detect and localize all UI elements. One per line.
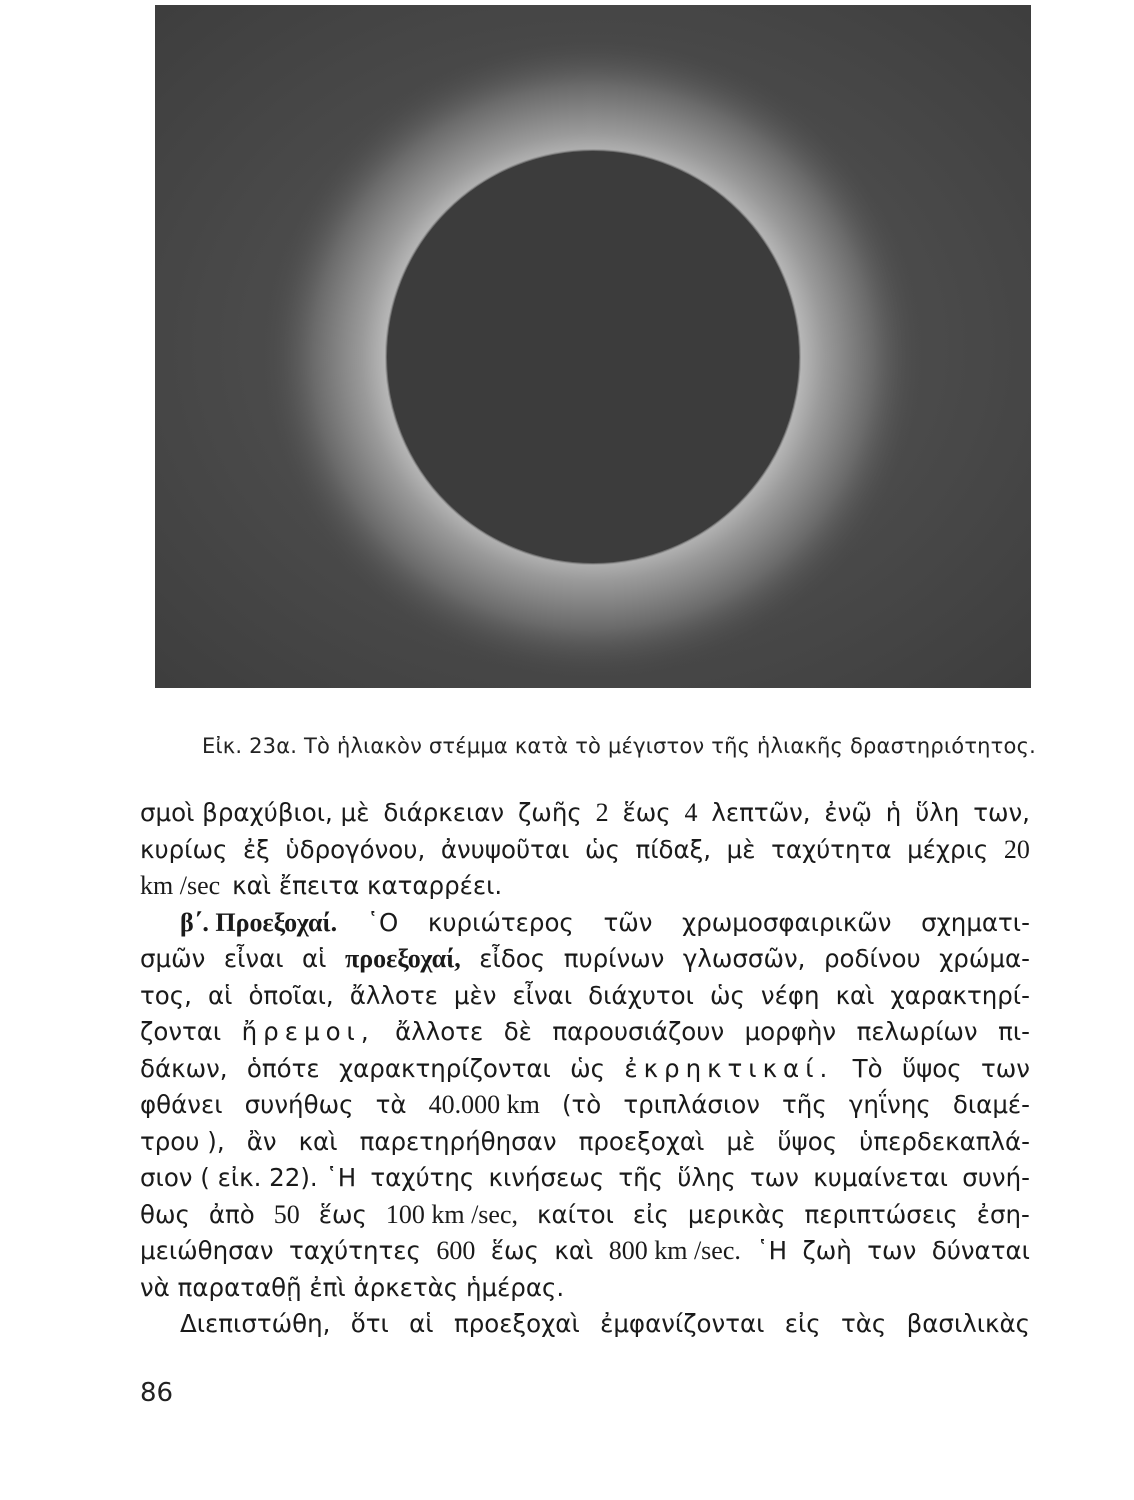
text-line (140, 1124, 1030, 1161)
word: καὶ ἔπειτα καταρρέει. (232, 871, 503, 900)
word: σχηματι- (921, 907, 1030, 937)
bold-term: προεξοχαί, (345, 944, 461, 973)
word: ἡ (885, 798, 902, 827)
word: δύναται (931, 1236, 1030, 1265)
text-line (140, 1087, 1030, 1124)
word: ὅτι (350, 1309, 389, 1338)
word: ἕως (490, 1236, 539, 1265)
word: αἱ (207, 980, 233, 1010)
word: των (981, 1053, 1030, 1083)
word: σιον ( εἰκ. 22). ῾Η (140, 1163, 357, 1192)
word: καὶ (554, 1236, 594, 1265)
word: μὲν (453, 980, 497, 1010)
word: ταχύτης (370, 1163, 475, 1192)
word: κυριώτερος (427, 907, 574, 937)
word: τῆς (782, 1090, 827, 1119)
word: ἐνῷ (824, 798, 872, 827)
word: αἱ (302, 944, 327, 973)
word: χρώμα- (939, 944, 1030, 973)
word: περιπτώσεις (804, 1199, 958, 1229)
word: γηΐνης (848, 1090, 931, 1119)
word: ζωῆς (517, 798, 582, 827)
word: σμῶν (140, 944, 206, 973)
text-line (140, 978, 1030, 1015)
number: 600 (436, 1236, 476, 1265)
word: ὑδρογόνου, (285, 834, 426, 864)
word: μορφὴν (744, 1017, 837, 1046)
word: εἰς (632, 1199, 669, 1229)
word: προεξοχαὶ (578, 1126, 705, 1156)
word: ῾Η (756, 1236, 788, 1265)
word: ὡς (570, 1053, 606, 1083)
word: ταχύτητες (288, 1236, 421, 1265)
word: κυμαίνεται (813, 1163, 948, 1192)
word: ἕως (622, 798, 671, 827)
word: τρου ), (140, 1126, 225, 1156)
word: ὁπότε (246, 1053, 320, 1083)
text-line (140, 832, 1030, 869)
word: ὕψος (777, 1126, 838, 1156)
text-line (140, 795, 1030, 832)
number: 800 km /sec. (608, 1236, 741, 1265)
word: ὕλης (677, 1163, 736, 1192)
word: ἐξ (242, 834, 270, 864)
word: εἶναι (512, 980, 573, 1010)
word: ταχύτητα (771, 834, 892, 864)
word: ἕως (318, 1199, 367, 1229)
text-line (140, 1197, 1030, 1234)
word: τῆς (618, 1163, 663, 1192)
word: τὰς (841, 1309, 887, 1338)
word: προεξοχαὶ (453, 1309, 580, 1338)
text-line (140, 1051, 1030, 1088)
word: μερικὰς (687, 1199, 786, 1229)
word: κινήσεως (488, 1163, 605, 1192)
word: (τὸ (561, 1090, 602, 1119)
word: διαμέ- (952, 1090, 1030, 1119)
word: βασιλικὰς (906, 1309, 1030, 1338)
word: χαρακτηρίζονται (339, 1053, 551, 1083)
word: ἄλλοτε (349, 980, 438, 1010)
word: ἐμφανίζονται (600, 1309, 765, 1338)
text-line (140, 868, 1030, 905)
word: τριπλάσιον (623, 1090, 760, 1119)
page-number: 86 (140, 1378, 174, 1408)
word: κυρίως (140, 834, 228, 864)
word: μὲ (726, 1126, 756, 1156)
word: ὡς (709, 980, 745, 1010)
word: ἐση- (976, 1199, 1030, 1229)
word: ἄλλοτε (395, 1017, 484, 1046)
body-text (140, 795, 1030, 1343)
word: των (867, 1236, 917, 1265)
number: 100 km /sec, (385, 1199, 519, 1229)
word: λεπτῶν, (711, 798, 811, 827)
word: ζονται (140, 1017, 222, 1046)
word: πίδαξ, (635, 834, 712, 864)
word: τῶν (603, 907, 653, 937)
text-line (140, 905, 1030, 942)
spaced-term: ἤρεμοι, (241, 1017, 375, 1046)
text-line (140, 1306, 1030, 1343)
word: μέχρις (907, 834, 989, 864)
word: εἶδος (479, 944, 546, 973)
unit: km /sec (140, 871, 221, 900)
word: θως (140, 1199, 190, 1229)
word: παρετηρήθησαν (359, 1126, 557, 1156)
spaced-term: ἐκρηκτικαί. (624, 1053, 834, 1083)
word: ἂν (246, 1126, 277, 1156)
word: ῾Ο (366, 907, 399, 937)
word: ἀπὸ (208, 1199, 255, 1229)
text-line (140, 1233, 1030, 1270)
word: των (750, 1163, 799, 1192)
word: ζωὴ (802, 1236, 852, 1265)
word: παρουσιάζουν (552, 1017, 725, 1046)
word: συνή- (962, 1163, 1030, 1192)
number: 2 (595, 798, 609, 827)
word: Τὸ (852, 1053, 883, 1083)
word: ἀνυψοῦται (440, 834, 570, 864)
word: τος, (140, 980, 192, 1010)
text-line (140, 1270, 1030, 1307)
word: τὰ (375, 1090, 407, 1119)
number: 20 (1003, 834, 1030, 864)
figure-caption: Εἰκ. 23α. Τὸ ἡλιακὸν στέμμα κατὰ τὸ μέγιστον τῆς ἡλιακῆς δραστηριότητος. (202, 734, 1036, 758)
word: νὰ παραταθῇ ἐπὶ ἀρκετὰς ἡμέρας. (140, 1272, 565, 1302)
word: ὁποῖαι, (248, 980, 334, 1010)
word: πι- (998, 1017, 1030, 1046)
word: διάρκειαν (383, 798, 505, 827)
word: εἰς (784, 1309, 821, 1338)
word: γλωσσῶν, (682, 944, 806, 973)
number: 4 (684, 798, 698, 827)
word: εἶναι (223, 944, 284, 973)
word: πυρίνων (563, 944, 665, 973)
word: χαρακτηρί- (890, 980, 1030, 1010)
word: Διεπιστώθη, (180, 1309, 331, 1338)
word: νέφη (760, 980, 820, 1010)
word: πελωρίων (856, 1017, 978, 1046)
solar-corona-photograph (155, 5, 1031, 688)
word: των, (973, 798, 1030, 827)
word: μὲ (726, 834, 756, 864)
text-line (140, 1014, 1030, 1051)
word: ὕψος (901, 1053, 962, 1083)
eclipse-image (155, 5, 1031, 688)
word: δάκων, (140, 1053, 228, 1083)
word: καίτοι (537, 1199, 614, 1229)
word: σμοὶ βραχύβιοι, μὲ (140, 798, 370, 827)
word: ὡς (584, 834, 620, 864)
word: χρωμοσφαιρικῶν (682, 907, 892, 937)
text-line (140, 941, 1030, 978)
section-heading: β΄. Προεξοχαί. (180, 907, 338, 937)
number: 50 (273, 1199, 300, 1229)
word: διάχυτοι (588, 980, 694, 1010)
word: αἱ (409, 1309, 434, 1338)
number: 40.000 km (428, 1090, 540, 1119)
text-line (140, 1160, 1030, 1197)
word: μειώθησαν (140, 1236, 274, 1265)
word: ὕλη (915, 798, 960, 827)
word: ροδίνου (823, 944, 921, 973)
word: φθάνει (140, 1090, 223, 1119)
word: συνήθως (244, 1090, 354, 1119)
word: δὲ (503, 1017, 532, 1046)
word: καὶ (835, 980, 875, 1010)
word: ὑπερδεκαπλά- (859, 1126, 1030, 1156)
word: καὶ (298, 1126, 338, 1156)
